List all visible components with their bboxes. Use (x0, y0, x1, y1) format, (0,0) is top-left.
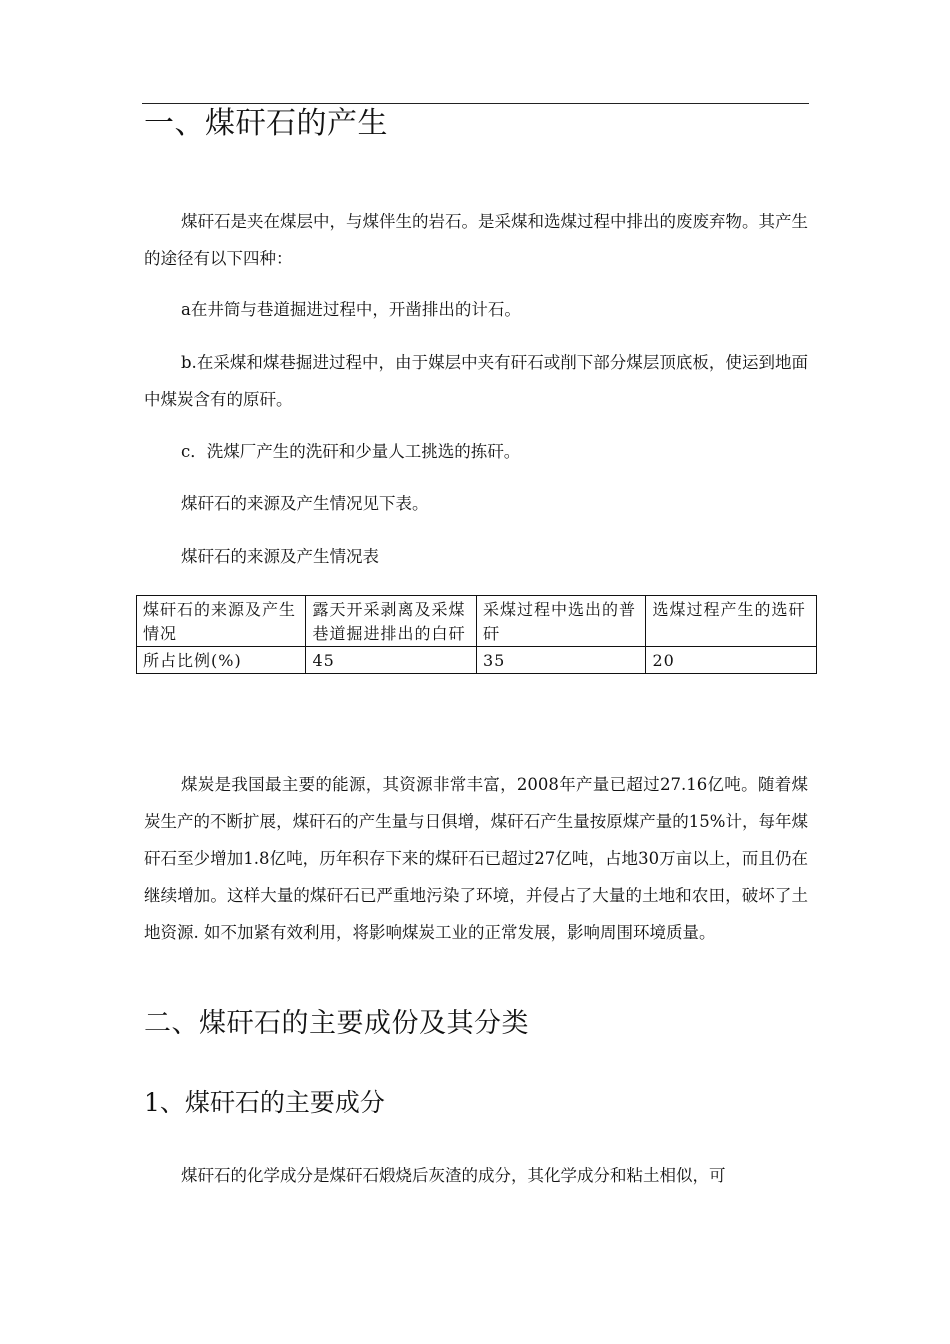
table-header-cell: 采煤过程中选出的普矸 (476, 596, 645, 647)
section-heading-2: 二、煤矸石的主要成份及其分类 (144, 1008, 529, 1039)
source-table (136, 595, 817, 674)
table-cell: 20 (646, 647, 817, 674)
table-header-cell: 露天开采剥离及采煤巷道掘进排出的白矸 (306, 596, 477, 647)
paragraph-intro: 煤矸石是夹在煤层中，与煤伴生的岩石。是采煤和选煤过程中排出的废废弃物。其产生的途径有以下四种： (144, 212, 808, 268)
section-heading-1: 一、煤矸石的产生 (144, 106, 388, 141)
list-item-a: a在井筒与巷道掘进过程中，开凿排出的计石。 (181, 300, 521, 319)
table-cell: 45 (306, 647, 477, 674)
list-item-c: c．洗煤厂产生的洗矸和少量人工挑选的拣矸。 (181, 442, 521, 461)
subsection-heading-1: 1、煤矸石的主要成分 (144, 1088, 385, 1117)
table-cell: 所占比例(%) (137, 647, 306, 674)
table-header-cell: 煤矸石的来源及产生情况 (137, 596, 306, 647)
table-caption: 煤矸石的来源及产生情况表 (181, 547, 379, 566)
paragraph-composition: 煤矸石的化学成分是煤矸石煅烧后灰渣的成分，其化学成分和粘土相似，可 (181, 1166, 726, 1185)
table-cell: 35 (476, 647, 645, 674)
paragraph-coal-overview: 煤炭是我国最主要的能源，其资源非常丰富，2008年产量已超过27.16亿吨。随着煤炭生产的不断扩展，煤矸石的产生量与日俱增，煤矸石产生量按原煤产量的15%计，每年煤矸石至少增加1.8亿吨，历年积存下来的煤矸石已超过27亿吨，占地30万亩以上，而且仍在继续增加。这样大量的煤矸石已严重地污染了环境，并侵占了大量的土地和农田，破坏了土地资源. 如不加紧有效利用，将影响煤炭工业的正常发展，影响周围环境质量。 (144, 775, 808, 942)
table-intro: 煤矸石的来源及产生情况见下表。 (181, 494, 429, 513)
table-row (137, 647, 817, 674)
table-header-cell: 选煤过程产生的选矸 (646, 596, 817, 647)
header-rule (142, 103, 809, 104)
list-item-b: b.在采煤和煤巷掘进过程中，由于媒层中夹有矸石或削下部分煤层顶底板，使运到地面中煤炭含有的原矸。 (144, 353, 808, 409)
table-header-row (137, 596, 817, 647)
